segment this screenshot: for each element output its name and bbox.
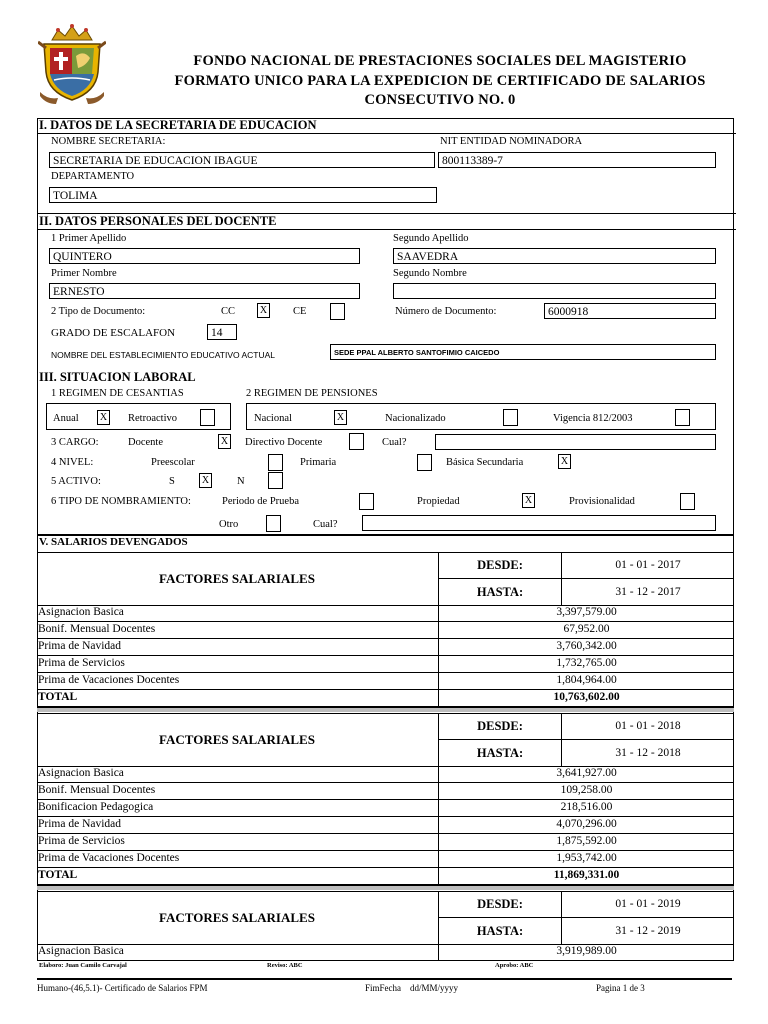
section-1-title: I. DATOS DE LA SECRETARIA DE EDUCACION — [37, 118, 736, 134]
cual-field[interactable] — [435, 434, 716, 450]
aprobo-signature: Aprobo: ABC — [495, 962, 534, 969]
establecimiento-field[interactable]: SEDE PPAL ALBERTO SANTOFIMIO CAICEDO — [330, 344, 716, 360]
nombre-secretaria-label: NOMBRE SECRETARIA: — [51, 136, 166, 147]
preescolar-label: Preescolar — [151, 457, 195, 468]
numero-documento-label: Número de Documento: — [395, 306, 497, 317]
header-title-line-1: FONDO NACIONAL DE PRESTACIONES SOCIALES DEL MAGISTERIO — [193, 53, 687, 69]
footer-divider — [37, 978, 732, 980]
footer-page-number: Pagina 1 de 3 — [596, 983, 645, 993]
pensiones-group — [246, 403, 716, 430]
table-row: Asignacion Basica 3,641,927.00 — [37, 765, 734, 783]
segundo-apellido-label: Segundo Apellido — [393, 233, 469, 244]
segundo-nombre-label: Segundo Nombre — [393, 268, 467, 279]
desde-value: 01 - 01 - 2019 — [615, 898, 681, 910]
section-2-title: II. DATOS PERSONALES DEL DOCENTE — [37, 213, 736, 230]
table-row: Prima de Navidad 4,070,296.00 — [37, 816, 734, 834]
hasta-label: HASTA: — [476, 585, 524, 599]
nacional-checkbox[interactable]: X — [334, 410, 347, 425]
docente-checkbox[interactable]: X — [218, 434, 231, 449]
propiedad-checkbox[interactable]: X — [522, 493, 535, 508]
segundo-nombre-field[interactable] — [393, 283, 716, 299]
primaria-label: Primaria — [300, 457, 337, 468]
total-row: TOTAL 11,869,331.00 — [37, 867, 734, 886]
otro-checkbox[interactable] — [266, 515, 281, 532]
directivo-label: Directivo Docente — [245, 437, 323, 448]
vigencia-label: Vigencia 812/2003 — [553, 413, 633, 424]
desde-value: 01 - 01 - 2017 — [615, 559, 681, 571]
cual2-field[interactable] — [362, 515, 716, 531]
factores-salariales-heading: FACTORES SALARIALES — [159, 571, 315, 586]
periodo-prueba-label: Periodo de Prueba — [222, 496, 299, 507]
departamento-label: DEPARTAMENTO — [51, 171, 135, 182]
basica-secundaria-checkbox[interactable]: X — [558, 454, 571, 469]
activo-label: 5 ACTIVO: — [51, 476, 101, 487]
provisionalidad-checkbox[interactable] — [680, 493, 695, 510]
retroactivo-label: Retroactivo — [128, 413, 177, 424]
header-title-line-2: FORMATO UNICO PARA LA EXPEDICION DE CERTIFICADO DE SALARIOS — [174, 73, 706, 89]
basica-secundaria-label: Básica Secundaria — [446, 457, 524, 468]
nit-field[interactable]: 800113389-7 — [438, 152, 716, 168]
table-row: Prima de Servicios 1,732,765.00 — [37, 655, 734, 673]
section-3-title: III. SITUACION LABORAL — [39, 370, 196, 384]
cc-label: CC — [221, 306, 236, 317]
grado-escalafon-field[interactable]: 14 — [207, 324, 237, 340]
segundo-apellido-field[interactable]: SAAVEDRA — [393, 248, 716, 264]
total-row: TOTAL 10,763,602.00 — [37, 689, 734, 708]
primer-apellido-field[interactable]: QUINTERO — [49, 248, 360, 264]
primaria-checkbox[interactable] — [417, 454, 432, 471]
table-row: Prima de Vacaciones Docentes 1,804,964.00 — [37, 672, 734, 690]
preescolar-checkbox[interactable] — [268, 454, 283, 471]
factores-salariales-heading: FACTORES SALARIALES — [159, 732, 315, 747]
cual-label: Cual? — [382, 437, 407, 448]
table-row: Bonif. Mensual Docentes 67,952.00 — [37, 621, 734, 639]
table-row: Bonificacion Pedagogica 218,516.00 — [37, 799, 734, 817]
primer-nombre-label: Primer Nombre — [51, 268, 117, 279]
activo-s-checkbox[interactable]: X — [199, 473, 212, 488]
directivo-checkbox[interactable] — [349, 433, 364, 450]
nacionalizado-checkbox[interactable] — [503, 409, 518, 426]
nacionalizado-label: Nacionalizado — [385, 413, 446, 424]
hasta-value: 31 - 12 - 2019 — [615, 925, 681, 937]
table-row: Prima de Vacaciones Docentes 1,953,742.00 — [37, 850, 734, 868]
table-row: Prima de Servicios 1,875,592.00 — [37, 833, 734, 851]
header-title-line-3: CONSECUTIVO NO. 0 — [364, 92, 516, 108]
activo-n-label: N — [237, 476, 245, 487]
periodo-prueba-checkbox[interactable] — [359, 493, 374, 510]
table-row: Asignacion Basica 3,919,989.00 — [37, 943, 734, 961]
footer-date: FimFecha dd/MM/yyyy — [365, 983, 459, 993]
hasta-value: 31 - 12 - 2017 — [615, 586, 681, 598]
desde-label: DESDE: — [477, 719, 523, 733]
tipo-documento-label: 2 Tipo de Documento: — [51, 306, 146, 317]
factores-salariales-heading: FACTORES SALARIALES — [159, 910, 315, 925]
activo-n-checkbox[interactable] — [268, 472, 283, 489]
desde-label: DESDE: — [477, 558, 523, 572]
cual2-label: Cual? — [313, 519, 338, 530]
anual-checkbox[interactable]: X — [97, 410, 110, 425]
cc-checkbox[interactable]: X — [257, 303, 270, 318]
footer-form-id: Humano-(46,5.1)- Certificado de Salarios FPM — [37, 983, 208, 993]
table-row: Asignacion Basica 3,397,579.00 — [37, 604, 734, 622]
vigencia-checkbox[interactable] — [675, 409, 690, 426]
regimen-cesantias-label: 1 REGIMEN DE CESANTIAS — [51, 388, 184, 399]
section-5-title: V. SALARIOS DEVENGADOS — [39, 536, 188, 548]
numero-documento-field[interactable]: 6000918 — [544, 303, 716, 319]
primer-nombre-field[interactable]: ERNESTO — [49, 283, 360, 299]
reviso-signature: Reviso: ABC — [267, 962, 303, 969]
regimen-pensiones-label: 2 REGIMEN DE PENSIONES — [246, 388, 378, 399]
ce-label: CE — [293, 306, 307, 317]
activo-s-label: S — [169, 476, 175, 487]
retroactivo-checkbox[interactable] — [200, 409, 215, 426]
cargo-label: 3 CARGO: — [51, 437, 99, 448]
table-row: Bonif. Mensual Docentes 109,258.00 — [37, 782, 734, 800]
nacional-label: Nacional — [254, 413, 292, 424]
grado-escalafon-label: GRADO DE ESCALAFON — [51, 327, 176, 339]
propiedad-label: Propiedad — [417, 496, 460, 507]
provisionalidad-label: Provisionalidad — [569, 496, 635, 507]
tipo-nombramiento-label: 6 TIPO DE NOMBRAMIENTO: — [51, 496, 191, 507]
departamento-field[interactable]: TOLIMA — [49, 187, 437, 203]
hasta-value: 31 - 12 - 2018 — [615, 747, 681, 759]
hasta-label: HASTA: — [476, 746, 524, 760]
primer-apellido-label: 1 Primer Apellido — [51, 233, 127, 244]
table-row: Prima de Navidad 3,760,342.00 — [37, 638, 734, 656]
ce-checkbox[interactable] — [330, 303, 345, 320]
nivel-label: 4 NIVEL: — [51, 457, 94, 468]
elaboro-signature: Elaboro: Juan Camilo Carvajal — [39, 962, 127, 969]
coat-of-arms-logo — [38, 22, 106, 106]
nombre-secretaria-field[interactable]: SECRETARIA DE EDUCACION IBAGUE — [49, 152, 435, 168]
nit-label: NIT ENTIDAD NOMINADORA — [440, 136, 583, 147]
establecimiento-label: NOMBRE DEL ESTABLECIMIENTO EDUCATIVO ACTUAL — [51, 350, 276, 360]
desde-value: 01 - 01 - 2018 — [615, 720, 681, 732]
desde-label: DESDE: — [477, 897, 523, 911]
hasta-label: HASTA: — [476, 924, 524, 938]
otro-label: Otro — [219, 519, 239, 530]
docente-label: Docente — [128, 437, 163, 448]
anual-label: Anual — [53, 413, 79, 424]
